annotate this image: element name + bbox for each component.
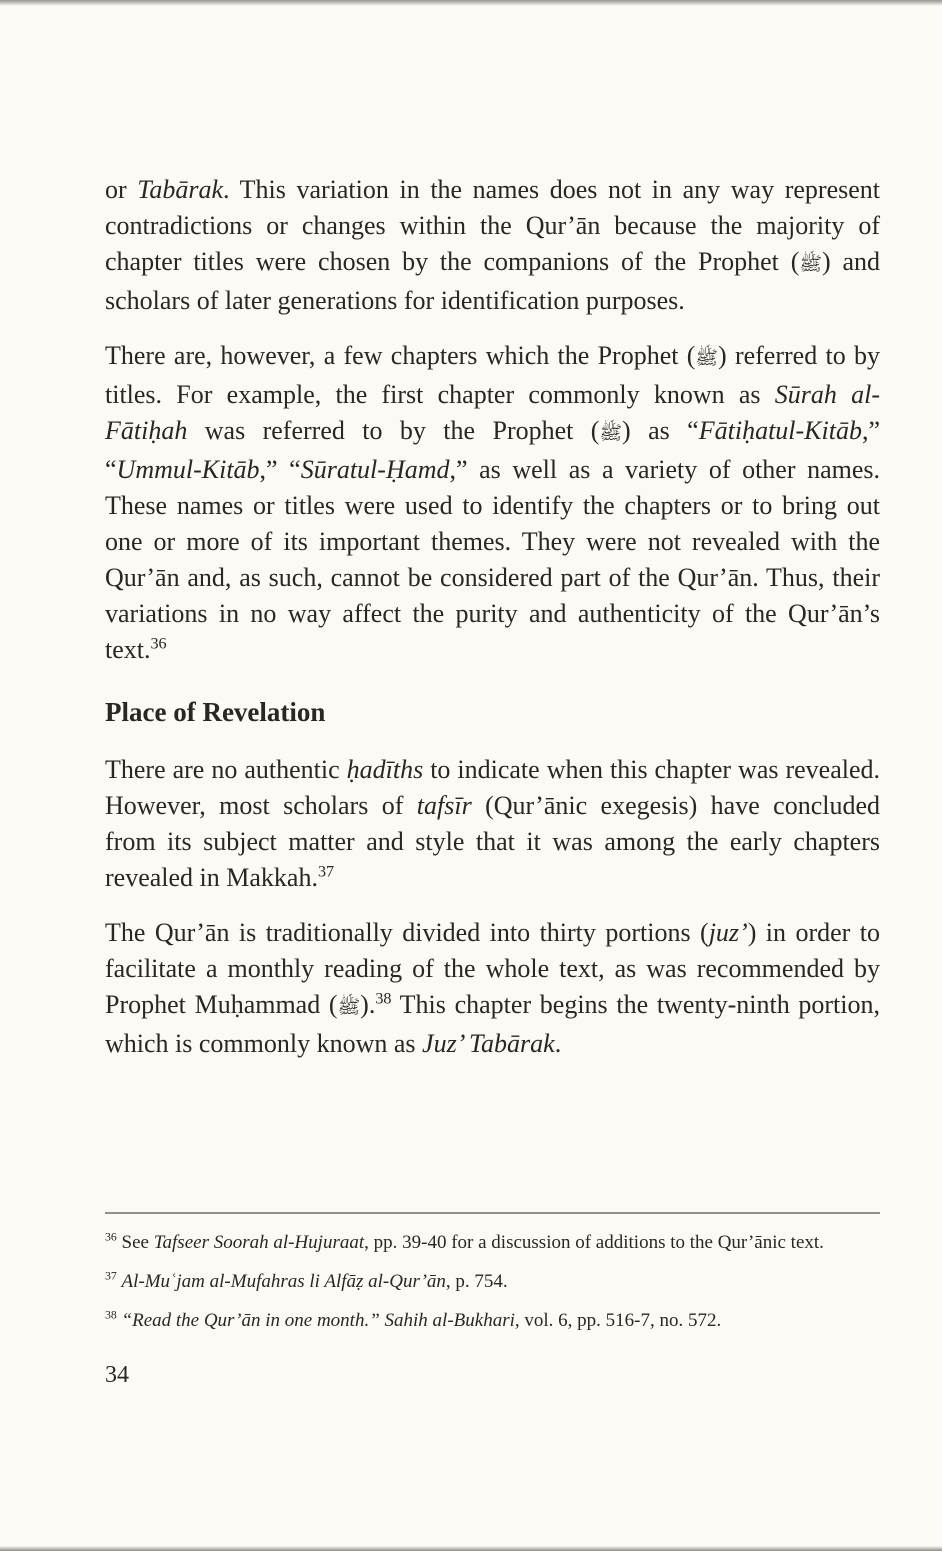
body-paragraph: The Qur’ān is traditionally divided into thirty portions (juz’) in order to facilitate a monthly reading of the whole text, as was recommended by Prophet Muḥammad (ﷺ).$^{38}$ This chapter begins the twenty-ninth portion, which is commonly known as Juz’ Tabārak. (105, 918, 880, 1058)
footnote-divider (105, 1212, 880, 1214)
footnote: $^{37}$ Al-Muʿjam al-Mufahras li Alfāẓ al-Qur’ān, p. 754. (105, 1269, 508, 1292)
page-body (105, 172, 880, 1062)
section-heading: Place of Revelation (105, 697, 326, 727)
footnote: $^{38}$ “Read the Qur’ān in one month.” Sahih al-Bukhari, vol. 6, pp. 516-7, no. 572. (105, 1308, 722, 1331)
body-paragraph: There are no authentic ḥadīths to indicate when this chapter was revealed. However, most scholars of tafsīr (Qur’ānic exegesis) have concluded from its subject matter and style that it was among the early chapters revealed in Makkah.$^{37}$ (105, 755, 881, 892)
footnotes-section (105, 1212, 880, 1389)
page-number: 34 (105, 1362, 129, 1388)
body-paragraph: There are, however, a few chapters which the Prophet (ﷺ) referred to by titles. For example, the first chapter commonly known as Sūrah al-Fātiḥah was referred to by the Prophet (ﷺ) as “Fātiḥatul-Kitāb,” “Ummul-Kitāb,” “Sūratul-Ḥamd,” as well as a variety of other names. These names or titles were used to identify the chapters or to bring out one or more of its important themes. They were not revealed with the Qur’ān and, as such, cannot be considered part of the Qur’ān. Thus, their variations in no way affect the purity and authenticity of the Qur’ān’s text.$^{36}$ (105, 341, 881, 664)
body-paragraph: or Tabārak. This variation in the names does not in any way represent contradictions or changes within the Qur’ān because the majority of chapter titles were chosen by the companions of the Prophet (ﷺ) and scholars of later generations for identification purposes. (105, 175, 881, 315)
footnote: $^{36}$ See Tafseer Soorah al-Hujuraat, pp. 39-40 for a discussion of additions to the Qur’ānic text. (105, 1230, 824, 1253)
